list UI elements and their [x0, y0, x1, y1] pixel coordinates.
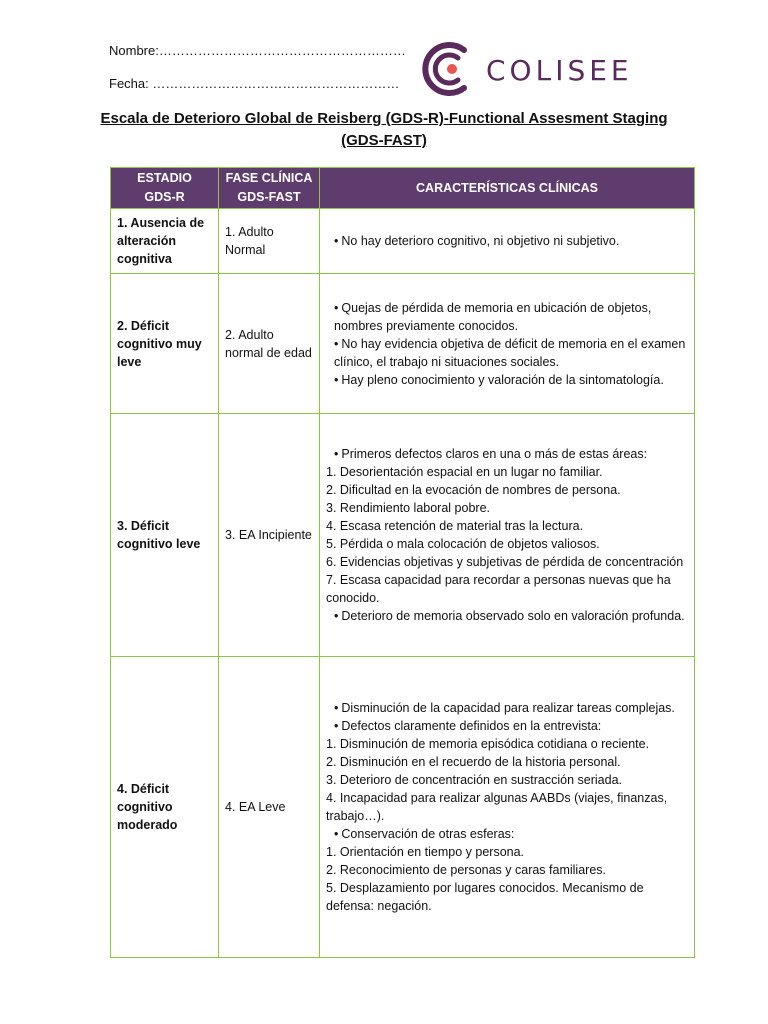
characteristics-list — [326, 699, 688, 915]
colisee-logo-icon — [418, 40, 478, 98]
characteristics-cell — [320, 209, 695, 274]
phase-cell: 2. Adulto normal de edad — [219, 274, 320, 414]
numbered-item: 1. Desorientación espacial en un lugar no familiar. — [326, 465, 603, 479]
numbered-item: 3. Deterioro de concentración en sustracción seriada. — [326, 773, 622, 787]
col-caracteristicas: CARACTERÍSTICAS CLÍNICAS — [320, 168, 695, 209]
numbered-item: 2. Dificultad en la evocación de nombres de persona. — [326, 483, 621, 497]
numbered-item: 1. Disminución de memoria episódica cotidiana o reciente. — [326, 737, 650, 751]
numbered-item: 1. Orientación en tiempo y persona. — [326, 845, 525, 859]
stage-cell: 2. Déficit cognitivo muy leve — [111, 274, 219, 414]
bullet-item: • Deterioro de memoria observado solo en valoración profunda. — [326, 607, 688, 625]
phase-cell: 1. Adulto Normal — [219, 209, 320, 274]
stage-cell: 1. Ausencia de alteración cognitiva — [111, 209, 219, 274]
numbered-item: 5. Desplazamiento por lugares conocidos. Mecanismo de defensa: negación. — [326, 881, 644, 913]
table-row — [111, 209, 695, 274]
numbered-item: 7. Escasa capacidad para recordar a personas nuevas que ha conocido. — [326, 573, 671, 605]
bullet-item: • No hay evidencia objetiva de déficit de memoria en el examen clínico, el trabajo ni situaciones sociales. — [326, 335, 688, 371]
characteristics-cell — [320, 274, 695, 414]
numbered-item: 3. Rendimiento laboral pobre. — [326, 501, 490, 515]
colisee-logo — [418, 40, 668, 98]
col-fase-line2: GDS-FAST — [237, 190, 301, 204]
table-header-row — [111, 168, 695, 209]
characteristics-cell — [320, 414, 695, 657]
bullet-item: • Disminución de la capacidad para realizar tareas complejas. — [326, 699, 688, 717]
characteristics-cell — [320, 657, 695, 958]
nombre-field: Nombre:………………………………………………… — [109, 43, 406, 58]
characteristics-list — [326, 299, 688, 389]
table-row — [111, 274, 695, 414]
fecha-field: Fecha: ………………………………………………… — [109, 76, 400, 91]
gds-table — [110, 167, 695, 958]
table-row — [111, 657, 695, 958]
stage-cell: 3. Déficit cognitivo leve — [111, 414, 219, 657]
phase-cell: 3. EA Incipiente — [219, 414, 320, 657]
col-estadio-line1: ESTADIO — [137, 171, 192, 185]
col-estadio — [111, 168, 219, 209]
numbered-item: 2. Reconocimiento de personas y caras familiares. — [326, 863, 606, 877]
stage-cell: 4. Déficit cognitivo moderado — [111, 657, 219, 958]
numbered-item: 6. Evidencias objetivas y subjetivas de pérdida de concentración — [326, 555, 684, 569]
bullet-item: • Conservación de otras esferas: — [326, 825, 688, 843]
page-title: Escala de Deterioro Global de Reisberg (GDS-R)-Functional Assesment Staging (GDS-FAST) — [100, 110, 668, 149]
bullet-item: • Hay pleno conocimiento y valoración de la sintomatología. — [326, 371, 688, 389]
numbered-item: 4. Incapacidad para realizar algunas AABDs (viajes, finanzas, trabajo…). — [326, 791, 668, 823]
bullet-item: • Defectos claramente definidos en la entrevista: — [326, 717, 688, 735]
bullet-item: • Quejas de pérdida de memoria en ubicación de objetos, nombres previamente conocidos. — [326, 299, 688, 335]
characteristics-list — [326, 232, 688, 250]
logo-text: COLISEE — [486, 54, 633, 87]
bullet-item: • No hay deterioro cognitivo, ni objetivo ni subjetivo. — [326, 232, 688, 250]
characteristics-list — [326, 445, 688, 625]
bullet-item: • Primeros defectos claros en una o más de estas áreas: — [326, 445, 688, 463]
numbered-item: 4. Escasa retención de material tras la lectura. — [326, 519, 584, 533]
table-row — [111, 414, 695, 657]
col-fase-line1: FASE CLÍNICA — [225, 171, 313, 185]
numbered-item: 2. Disminución en el recuerdo de la historia personal. — [326, 755, 621, 769]
col-estadio-line2: GDS-R — [144, 190, 185, 204]
phase-cell: 4. EA Leve — [219, 657, 320, 958]
col-fase — [219, 168, 320, 209]
numbered-item: 5. Pérdida o mala colocación de objetos valiosos. — [326, 537, 600, 551]
